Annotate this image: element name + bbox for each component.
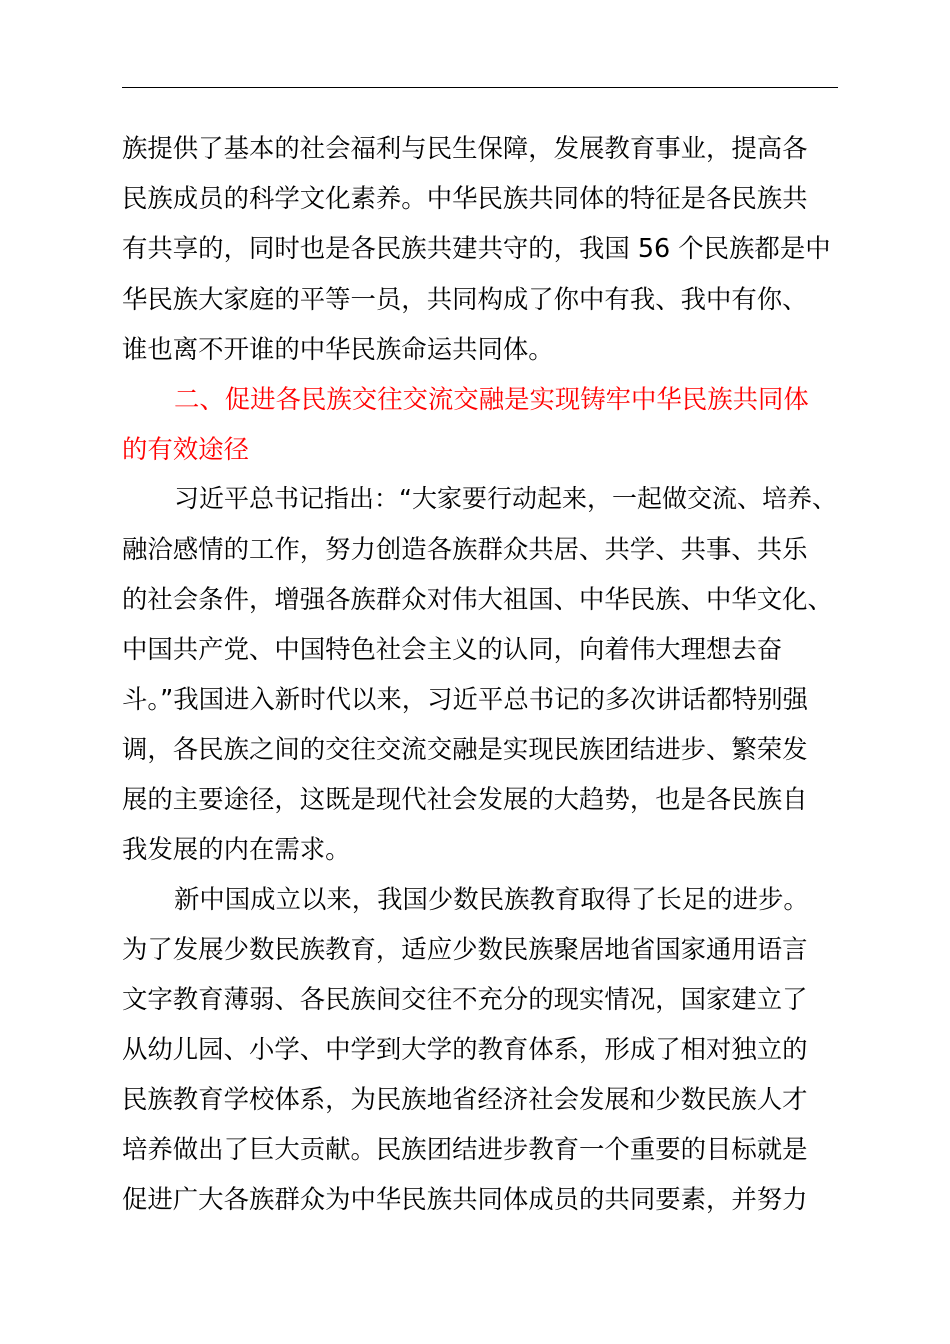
header-rule [122, 87, 838, 88]
body-line: 融洽感情的工作，努力创造各族群众共居、共学、共事、共乐 [122, 534, 808, 564]
body-line: 从幼儿园、小学、中学到大学的教育体系，形成了相对独立的 [122, 1034, 808, 1064]
body-line: 民族教育学校体系，为民族地省经济社会发展和少数民族人才 [122, 1084, 808, 1114]
body-line: 促进广大各族群众为中华民族共同体成员的共同要素，并努力 [122, 1184, 808, 1214]
body-line: 调，各民族之间的交往交流交融是实现民族团结进步、繁荣发 [122, 734, 808, 764]
body-line: 中国共产党、中国特色社会主义的认同，向着伟大理想去奋 [122, 634, 783, 664]
body-line: 习近平总书记指出：“大家要行动起来，一起做交流、培养、 [174, 484, 837, 513]
body-line: 文字教育薄弱、各民族间交往不充分的现实情况，国家建立了 [122, 984, 808, 1014]
section-heading: 的有效途径 [122, 434, 249, 464]
body-line: 族提供了基本的社会福利与民生保障，发展教育事业，提高各 [122, 133, 808, 163]
body-line: 民族成员的科学文化素养。中华民族共同体的特征是各民族共 [122, 183, 808, 213]
body-line: 谁也离不开谁的中华民族命运共同体。 [122, 334, 554, 364]
body-line: 有共享的，同时也是各民族共建共守的，我国 56 个民族都是中 [122, 233, 831, 263]
body-line: 培养做出了巨大贡献。民族团结进步教育一个重要的目标就是 [122, 1134, 808, 1164]
body-line: 的社会条件，增强各族群众对伟大祖国、中华民族、中华文化、 [122, 584, 833, 614]
body-line: 新中国成立以来，我国少数民族教育取得了长足的进步。 [174, 884, 809, 914]
body-line: 华民族大家庭的平等一员，共同构成了你中有我、我中有你、 [122, 284, 808, 314]
body-line: 为了发展少数民族教育，适应少数民族聚居地省国家通用语言 [122, 934, 808, 964]
body-line: 斗。”我国进入新时代以来，习近平总书记的多次讲话都特别强 [122, 684, 809, 714]
body-line: 展的主要途径，这既是现代社会发展的大趋势，也是各民族自 [122, 784, 808, 814]
section-heading: 二、促进各民族交往交流交融是实现铸牢中华民族共同体 [174, 384, 809, 414]
body-line: 我发展的内在需求。 [122, 834, 351, 864]
